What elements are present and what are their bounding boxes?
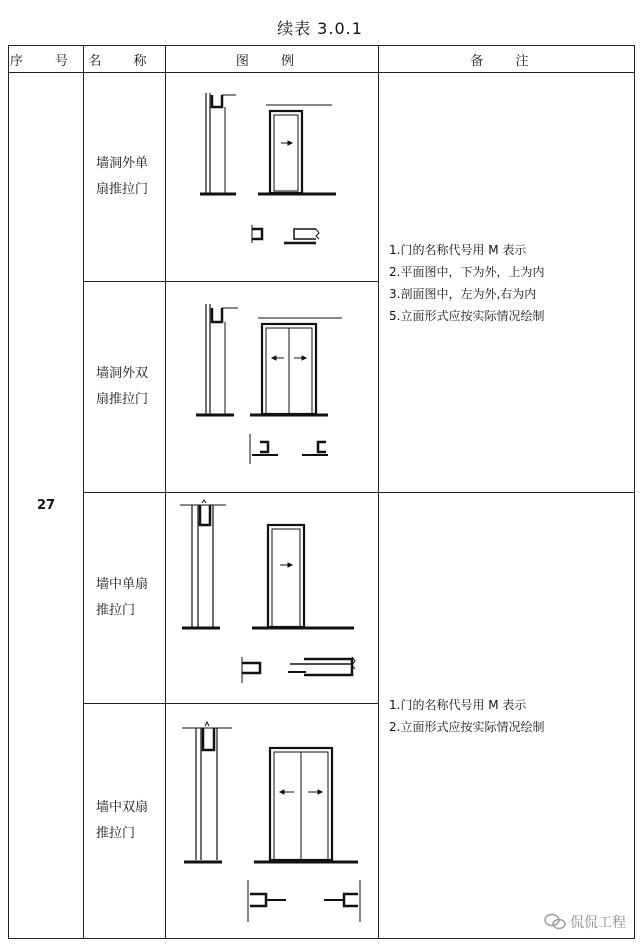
row-name-cell bbox=[84, 493, 166, 704]
table-row bbox=[9, 493, 635, 704]
note-item: 1.门的名称代号用 M 表示 bbox=[389, 697, 527, 712]
legend-table bbox=[8, 45, 635, 939]
wechat-icon bbox=[544, 913, 566, 931]
row-name: 墙中双扇推拉门 bbox=[96, 800, 149, 841]
watermark bbox=[544, 912, 626, 932]
figure-cell bbox=[166, 704, 379, 939]
figure-cell bbox=[166, 282, 379, 493]
page-title: 续表 3.0.1 bbox=[277, 19, 363, 38]
header-figure: 图 例 bbox=[166, 46, 379, 73]
note-item: 2.平面图中，下为外，上为内 bbox=[389, 264, 545, 279]
note-item: 2.立面形式应按实际情况绘制 bbox=[389, 719, 545, 734]
row-name-cell bbox=[84, 704, 166, 939]
in-wall-double-sliding-door-drawing bbox=[166, 704, 378, 938]
header-note: 备 注 bbox=[379, 46, 635, 73]
header-row bbox=[9, 46, 635, 73]
notes-list-2 bbox=[379, 694, 634, 738]
row-name: 墙洞外单扇推拉门 bbox=[96, 156, 149, 197]
watermark-text: 侃侃工程 bbox=[570, 915, 626, 931]
notes-cell-1 bbox=[379, 73, 635, 493]
notes-list-1 bbox=[379, 239, 634, 327]
outside-single-sliding-door-drawing bbox=[166, 73, 378, 281]
notes-cell-2 bbox=[379, 493, 635, 939]
header-num: 序 号 bbox=[9, 46, 84, 73]
in-wall-single-sliding-door-drawing bbox=[166, 493, 378, 703]
note-item: 1.门的名称代号用 M 表示 bbox=[389, 242, 527, 257]
outside-double-sliding-door-drawing bbox=[166, 282, 378, 492]
row-name-cell bbox=[84, 282, 166, 493]
row-name: 墙洞外双扇推拉门 bbox=[96, 366, 149, 407]
note-item: 5.立面形式应按实际情况绘制 bbox=[389, 308, 545, 323]
table-row bbox=[9, 73, 635, 282]
row-number: 27 bbox=[9, 73, 84, 939]
row-name: 墙中单扇推拉门 bbox=[96, 577, 149, 618]
figure-cell bbox=[166, 493, 379, 704]
note-item: 3.剖面图中，左为外,右为内 bbox=[389, 286, 537, 301]
figure-cell bbox=[166, 73, 379, 282]
header-name: 名 称 bbox=[84, 46, 166, 73]
row-name-cell bbox=[84, 73, 166, 282]
